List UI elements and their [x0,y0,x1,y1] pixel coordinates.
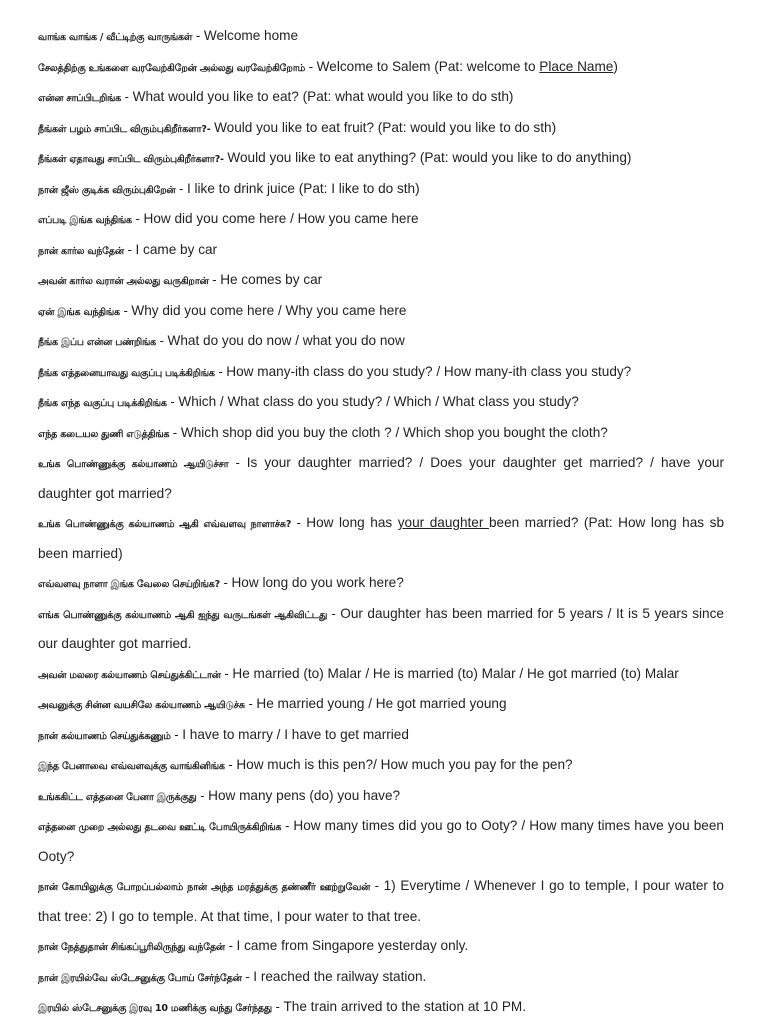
english-translation: Our daughter has been married for 5 years / It is 5 years since our daughter got married. [38,605,724,651]
tamil-phrase: எப்படி இங்க வந்திங்க [38,215,132,226]
english-translation: How many times did you go to Ooty? / How many times have you been Ooty? [38,818,724,864]
tamil-phrase: நீங்க இப்ப என்ன பண்றிங்க [38,337,156,348]
phrase-entry: எங்க பொண்ணுக்கு கல்யாணம் ஆகி ஐந்து வருடங்கள் ஆகிவிட்டது - Our daughter has been married for 5 years / It is 5 years since our daughter got married. [38,605,724,651]
phrase-entry: எவ்வளவு நாளா இங்க வேலை செய்றிங்க? - How long do you work here? [38,575,404,590]
tamil-phrase: நான் நேத்துதான் சிங்கப்பூரிலிருந்து வந்தேன் [38,942,225,953]
english-translation: What do you do now / what you do now [167,333,405,348]
english-translation: He married (to) Malar / He is married (to) Malar / He got married (to) Malar [232,665,679,681]
tamil-phrase: நான் கல்யாணம் செய்துக்கணும் [38,730,171,742]
phrase-entry: எந்த கடையல துணி எடுத்திங்க - Which shop did you buy the cloth ? / Which shop you bought the cloth? [38,424,608,440]
underlined-text: Place Name [539,58,614,74]
phrase-entry: நீங்க எந்த வகுப்பு படிக்கிறிங்க - Which / What class do you study? / Which / What class you study? [38,394,579,409]
english-translation: I came from Singapore yesterday only. [236,938,469,953]
tamil-phrase: நீங்கள் ஏதாவது சாப்பிட விரும்புகிறீர்களா?- [38,154,224,165]
phrase-entry: எப்படி இங்க வந்திங்க - How did you come here / How you came here [38,211,419,226]
phrase-entry: எத்தனை முறை அல்லது தடவை ஊட்டி போயிருக்கிறிங்க - How many times did you go to Ooty? / How many times have you been Ooty? [38,818,724,864]
underlined-text: your daughter [397,515,489,530]
tamil-phrase: நான் ஜீஸ் குடிக்க விரும்புகிறேன் [38,184,176,196]
phrase-entry: உங்க பொண்ணுக்கு கல்யாணம் ஆகி எவ்வளவு நாளாச்சு? - How long has your daughter been married? (Pat: How long has sb been married) [38,515,724,561]
tamil-phrase: உங்ககிட்ட எத்தனை பேனா இருக்குது [38,791,197,803]
tamil-phrase: சேலத்திற்கு உங்களை வரவேற்கிறேன் அல்லது வரவேற்கிறோம் [38,62,306,74]
phrase-entry [38,114,724,145]
english-translation: Welcome home [203,28,299,43]
tamil-phrase: எத்தனை முறை அல்லது தடவை ஊட்டி போயிருக்கிறிங்க [38,822,282,833]
phrase-entry: என்ன சாப்பிடறிங்க - What would you like to eat? (Pat: what would you like to do sth) [38,89,514,104]
tamil-phrase: நான் கார்ல வந்தேன் [38,245,124,257]
english-translation: How long has [306,515,398,530]
phrase-entry: இந்த பேனாவை எவ்வளவுக்கு வாங்கினிங்க - How much is this pen?/ How much you pay for the pen? [38,757,573,772]
tamil-phrase: என்ன சாப்பிடறிங்க [38,93,122,104]
english-translation: I like to drink juice (Pat: I like to do sth) [186,180,420,196]
phrase-entry: அவனுக்கு சின்ன வயசிலே கல்யாணம் ஆயிடுச்சு - He married young / He got married young [38,696,507,711]
english-translation: Is your daughter married? / Does your daughter get married? / have your daughter got married? [38,455,724,501]
english-translation: I have to marry / I have to get married [182,726,409,742]
phrase-entry: நான் நேத்துதான் சிங்கப்பூரிலிருந்து வந்தேன் - I came from Singapore yesterday only. [38,938,469,953]
tamil-phrase: நீங்க எத்தனையாவது வகுப்பு படிக்கிறிங்க [38,367,215,379]
tamil-phrase: உங்க பொண்ணுக்கு கல்யாணம் ஆயிடுச்சா [38,459,229,470]
document-page [38,22,724,1024]
english-translation: I reached the railway station. [253,968,427,984]
english-translation: The train arrived to the station at 10 PM. [283,999,527,1014]
english-translation: How long do you work here? [231,575,404,590]
phrase-entry: ஏன் இங்க வந்திங்க - Why did you come here / Why you came here [38,302,407,318]
english-translation: Would you like to eat fruit? (Pat: would you like to do sth) [214,119,557,135]
english-translation: Which shop did you buy the cloth ? / Which shop you bought the cloth? [180,424,608,440]
tamil-phrase: எந்த கடையல துணி எடுத்திங்க [38,428,170,440]
english-translation: He married young / He got married young [256,696,507,711]
english-translation: How much is this pen?/ How much you pay for the pen? [236,757,573,772]
english-translation: Which / What class do you study? / Which / What class you study? [178,394,579,409]
phrase-entry: உங்க பொண்ணுக்கு கல்யாணம் ஆயிடுச்சா - Is your daughter married? / Does your daughter get married? / have your daughter got married? [38,455,724,501]
tamil-phrase: இந்த பேனாவை எவ்வளவுக்கு வாங்கினிங்க [38,761,225,772]
tamil-phrase: அவனுக்கு சின்ன வயசிலே கல்யாணம் ஆயிடுச்சு [38,700,245,711]
english-translation: I came by car [135,241,218,257]
tamil-phrase: இரயில் ஸ்டேசனுக்கு இரவு 10 மணிக்கு வந்து சேர்ந்தது [38,1003,272,1014]
english-translation: Would you like to eat anything? (Pat: would you like to do anything) [227,150,632,165]
tamil-phrase: நான் இரயில்வே ஸ்டேசனுக்கு போய் சேர்ந்தேன் [38,972,242,984]
phrase-entry: நீங்க எத்தனையாவது வகுப்பு படிக்கிறிங்க - How many-ith class do you study? / How many-ith class you study? [38,363,632,379]
english-translation: How many-ith class do you study? / How many-ith class you study? [226,363,632,379]
tamil-phrase: அவன் கார்ல வரான் அல்லது வருகிறான் [38,276,209,287]
english-translation: He comes by car [220,272,323,287]
english-translation: How many pens (do) you have? [208,787,401,803]
tamil-phrase: எங்க பொண்ணுக்கு கல்யாணம் ஆகி ஐந்து வருடங்கள் ஆகிவிட்டது [38,609,328,621]
phrase-entry: நான் கார்ல வந்தேன் - I came by car [38,241,218,257]
phrase-entry [38,144,724,175]
phrase-entry: நான் ஜீஸ் குடிக்க விரும்புகிறேன் - I like to drink juice (Pat: I like to do sth) [38,180,420,196]
tamil-phrase: நான் கோயிலுக்கு போறப்பல்லாம் நான் அந்த மரத்துக்கு தண்ணீர் ஊற்றுவேன் [38,882,371,893]
english-translation: 1) Everytime / Whenever I go to temple, I pour water to that tree: 2) I go to temple. At that time, I pour water to that tree. [38,878,724,924]
english-translation: How did you come here / How you came here [143,211,419,226]
phrase-entry: அவன் கார்ல வரான் அல்லது வருகிறான் - He comes by car [38,272,323,287]
tamil-phrase: உங்க பொண்ணுக்கு கல்யாணம் ஆகி எவ்வளவு நாளாச்சு? [38,519,292,530]
tamil-phrase: நீங்கள் பழம் சாப்பிட விரும்புகிறீர்களா?- [38,123,211,135]
tamil-phrase: ஏன் இங்க வந்திங்க [38,306,120,318]
phrase-entry: இரயில் ஸ்டேசனுக்கு இரவு 10 மணிக்கு வந்து சேர்ந்தது - The train arrived to the station at 10 PM. [38,999,527,1014]
phrase-entry: சேலத்திற்கு உங்களை வரவேற்கிறேன் அல்லது வரவேற்கிறோம் - Welcome to Salem (Pat: welcome to Place Name) [38,58,618,74]
tamil-phrase: வாங்க வாங்க / வீட்டிற்கு வாருங்கள் [38,32,193,43]
tamil-phrase: அவன் மலரை கல்யாணம் செய்துக்கிட்டான் [38,669,221,681]
tamil-phrase: எவ்வளவு நாளா இங்க வேலை செய்றிங்க? [38,579,220,590]
phrase-entry: நான் கோயிலுக்கு போறப்பல்லாம் நான் அந்த மரத்துக்கு தண்ணீர் ஊற்றுவேன் - 1) Everytime / Whenever I go to temple, I pour water to that tree: 2) I go to temple. At that time, I pour water to that tree. [38,878,724,924]
english-translation: Why did you come here / Why you came here [131,302,407,318]
english-translation: What would you like to eat? (Pat: what would you like to do sth) [132,89,514,104]
phrase-entry: நான் இரயில்வே ஸ்டேசனுக்கு போய் சேர்ந்தேன் - I reached the railway station. [38,968,427,984]
tamil-phrase: நீங்க எந்த வகுப்பு படிக்கிறிங்க [38,398,167,409]
phrase-entry: வாங்க வாங்க / வீட்டிற்கு வாருங்கள் - Welcome home [38,28,299,43]
phrase-entry: நீங்க இப்ப என்ன பண்றிங்க - What do you do now / what you do now [38,333,405,348]
english-translation: Welcome to Salem (Pat: welcome to [316,58,540,74]
phrase-entry: உங்ககிட்ட எத்தனை பேனா இருக்குது - How many pens (do) you have? [38,787,401,803]
phrase-entry: நான் கல்யாணம் செய்துக்கணும் - I have to marry / I have to get married [38,726,409,742]
phrase-entry: அவன் மலரை கல்யாணம் செய்துக்கிட்டான் - He married (to) Malar / He is married (to) Malar / He got married (to) Malar [38,665,679,681]
